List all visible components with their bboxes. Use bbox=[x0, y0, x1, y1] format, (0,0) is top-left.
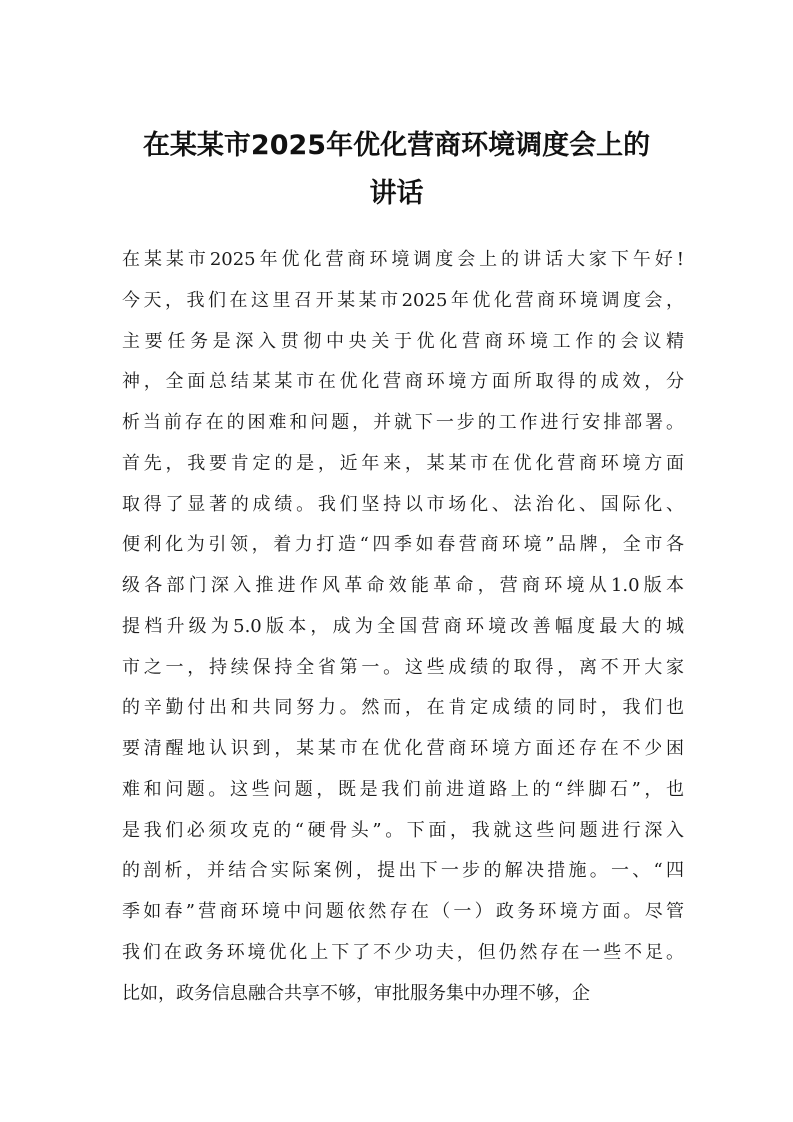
body-line: 今天，我们在这里召开某某市2025年优化营商环境调度会， bbox=[122, 289, 684, 311]
body-line: 是我们必须攻克的“硬骨头”。下面，我就这些问题进行深入 bbox=[122, 819, 684, 841]
body-line: 取得了显著的成绩。我们坚持以市场化、法治化、国际化、 bbox=[122, 493, 684, 515]
body-line: 析当前存在的困难和问题，并就下一步的工作进行安排部署。 bbox=[122, 412, 684, 433]
document-title-line-2: 讲话 bbox=[369, 178, 424, 209]
document-title-line-1: 在某某市2025年优化营商环境调度会上的 bbox=[142, 130, 651, 161]
document-body bbox=[122, 240, 684, 1014]
body-line: 难和问题。这些问题，既是我们前进道路上的“绊脚石”，也 bbox=[122, 778, 684, 800]
body-line: 我们在政务环境优化上下了不少功夫，但仍然存在一些不足。 bbox=[122, 941, 684, 963]
body-line: 神，全面总结某某市在优化营商环境方面所取得的成效，分 bbox=[122, 371, 684, 393]
body-line: 的辛勤付出和共同努力。然而，在肯定成绩的同时，我们也 bbox=[122, 697, 684, 719]
body-line: 要清醒地认识到，某某市在优化营商环境方面还存在不少困 bbox=[122, 738, 684, 759]
body-line: 便利化为引领，着力打造“四季如春营商环境”品牌，全市各 bbox=[122, 534, 684, 556]
body-line: 的剖析，并结合实际案例，提出下一步的解决措施。一、“四 bbox=[122, 860, 684, 882]
body-line: 主要任务是深入贯彻中央关于优化营商环境工作的会议精 bbox=[122, 330, 684, 352]
body-line: 市之一，持续保持全省第一。这些成绩的取得，离不开大家 bbox=[122, 656, 684, 678]
body-line: 级各部门深入推进作风革命效能革命，营商环境从1.0版本 bbox=[122, 575, 684, 596]
body-line: 比如，政务信息融合共享不够，审批服务集中办理不够，企 bbox=[122, 982, 590, 1004]
body-line: 首先，我要肯定的是，近年来，某某市在优化营商环境方面 bbox=[122, 452, 684, 474]
body-line: 季如春”营商环境中问题依然存在（一）政务环境方面。尽管 bbox=[122, 901, 684, 922]
body-line: 在某某市2025年优化营商环境调度会上的讲话大家下午好! bbox=[122, 249, 684, 270]
body-line: 提档升级为5.0版本，成为全国营商环境改善幅度最大的城 bbox=[122, 615, 684, 637]
